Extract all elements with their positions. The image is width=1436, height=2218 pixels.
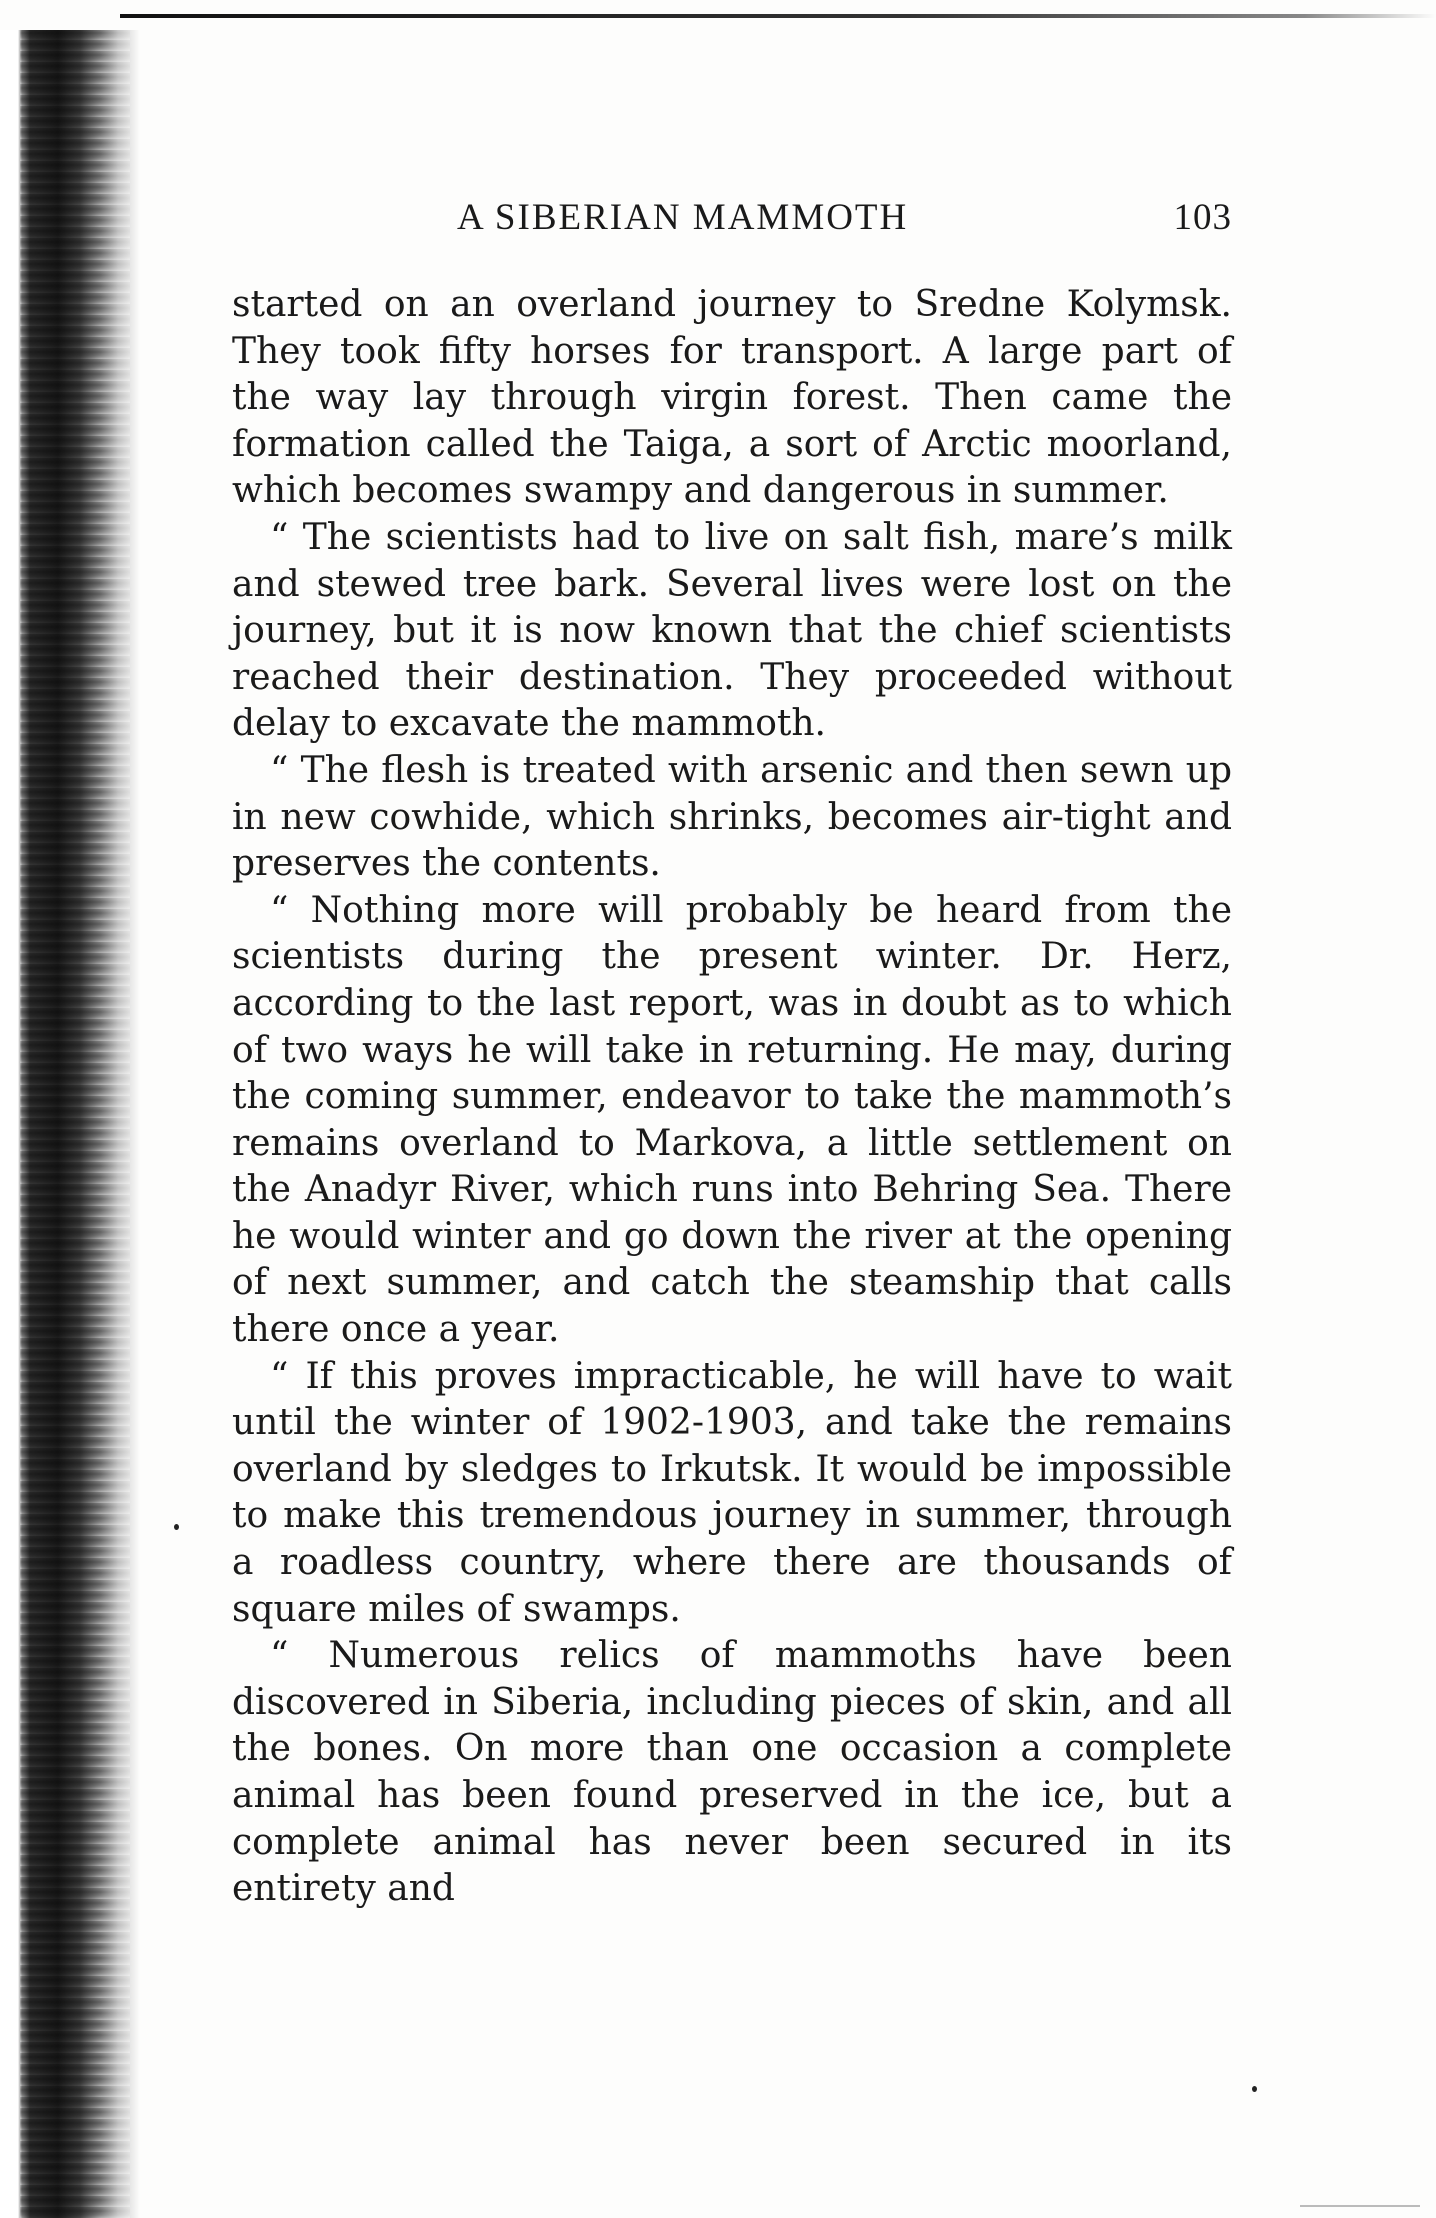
paragraph: “ The scientists had to live on salt fish, mare’s milk and stewed tree bark. Several lives were lost on the journey, but it is now known that the chief scientists reached their destination. They proceeded without delay to excavate the mammoth. (232, 516, 1232, 745)
scan-top-edge (120, 14, 1436, 18)
running-header (232, 196, 1232, 256)
gutter-texture (20, 30, 130, 2218)
ink-speck (174, 1524, 179, 1530)
scan-bottom-mark (1300, 2205, 1420, 2207)
page-number: 103 (1173, 197, 1232, 238)
paragraph: “ Numerous relics of mammoths have been discovered in Siberia, including pieces of skin, and all the bones. On more than one occasion a complete animal has been found preserved in the ice, but a complete animal has never been secured in its entirety and (232, 1635, 1232, 1910)
paragraph: “ The flesh is treated with arsenic and then sewn up in new cowhide, which shrinks, becomes air-tight and preserves the contents. (232, 749, 1232, 885)
paragraph: started on an overland journey to Sredne Kolymsk. They took fifty horses for transport. A large part of the way lay through virgin forest. Then came the formation called the Taiga, a sort of Arctic moorland, which becomes swampy and dangerous in summer. (232, 284, 1232, 512)
ink-speck (1252, 2086, 1257, 2092)
paragraph: “ If this proves impracticable, he will have to wait until the winter of 1902-1903, and take the remains overland by sledges to Irkutsk. It would be impossible to make this tremendous journey in summer, through a roadless country, where there are thousands of square miles of swamps. (232, 1355, 1232, 1630)
running-title: A SIBERIAN MAMMOTH (457, 197, 909, 238)
body-text (232, 282, 1232, 1913)
paragraph: “ Nothing more will probably be heard from the scientists during the present winter. Dr. Herz, according to the last report, was in doubt as to which of two ways he will take in returning. He may, during the coming summer, endeavor to take the mammoth’s remains overland to Markova, a little settlement on the Anadyr River, which runs into Behring Sea. There he would winter and go down the river at the opening of next summer, and catch the steamship that calls there once a year. (232, 889, 1232, 1351)
